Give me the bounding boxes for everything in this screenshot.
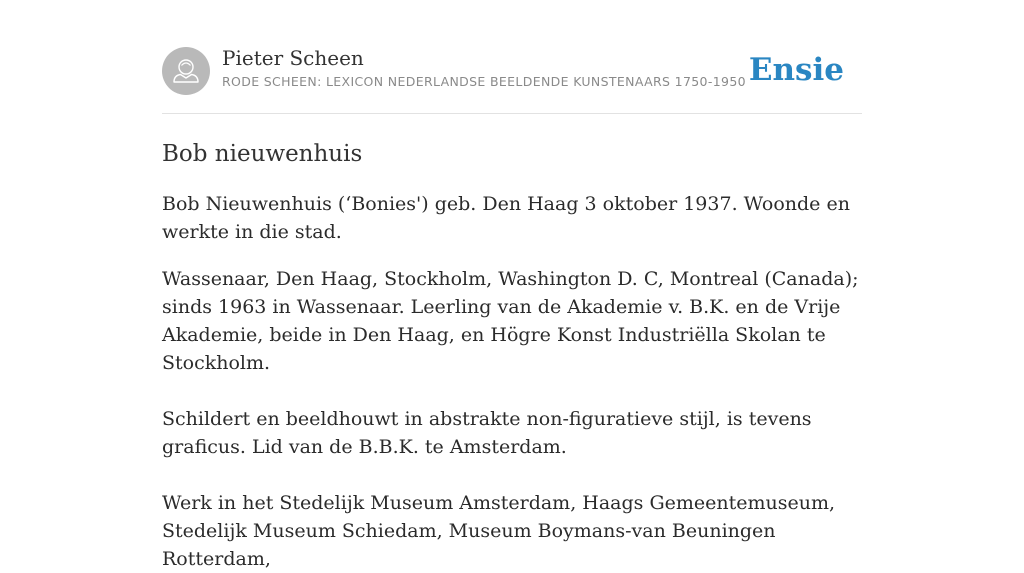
article-body	[162, 190, 862, 573]
article-paragraph: Bob Nieuwenhuis (‘Bonies') geb. Den Haag 3 oktober 1937. Woonde en werkte in die stad.	[162, 193, 850, 243]
article-page	[162, 0, 862, 573]
article-header	[162, 0, 862, 114]
ensie-logo[interactable]: Ensie	[748, 52, 844, 88]
author-avatar[interactable]	[162, 47, 210, 95]
article-paragraph: Werk in het Stedelijk Museum Amsterdam, Haags Gemeentemuseum, Stedelijk Museum Schiedam, Museum Boymans-van Beuningen Rotterdam,	[162, 492, 836, 570]
source-name[interactable]: RODE SCHEEN: LEXICON NEDERLANDSE BEELDENDE KUNSTENAARS 1750-1950	[222, 74, 746, 89]
author-name[interactable]: Pieter Scheen	[222, 46, 364, 70]
user-silhouette-icon	[162, 47, 210, 95]
article-paragraph: Wassenaar, Den Haag, Stockholm, Washington D. C, Montreal (Canada); sinds 1963 in Wassenaar. Leerling van de Akademie v. B.K. en de Vrije Akademie, beide in Den Haag, en Högre Konst Industriëlla Skolan te Stockholm.	[162, 268, 859, 374]
article-title: Bob nieuwenhuis	[162, 141, 363, 167]
author-block	[222, 45, 746, 89]
paragraph-gap	[162, 461, 862, 489]
paragraph-gap	[162, 377, 862, 405]
article-paragraph: Schildert en beeldhouwt in abstrakte non-figuratieve stijl, is tevens graficus. Lid van de B.B.K. te Amsterdam.	[162, 408, 812, 458]
